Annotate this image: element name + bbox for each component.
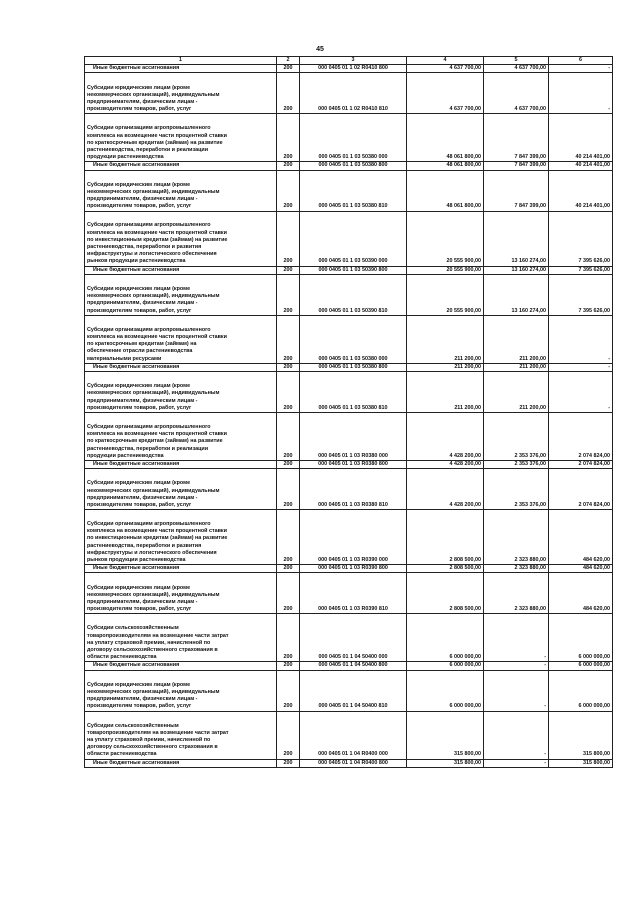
- row-col-6: 484 620,00: [549, 573, 613, 614]
- row-code: 000 0405 01 1 03 50390 800: [300, 266, 407, 274]
- row-name: Субсидии организациям агропромышленного комплекса на возмещение части процентной ставки по краткосрочным кредитам (займам) на развитие растениеводства, переработки и реализации продукции растениеводства: [85, 413, 277, 461]
- row-col-6: -: [549, 372, 613, 413]
- row-col-6: 6 000 000,00: [549, 614, 613, 662]
- row-code: 000 0405 01 1 03 50380 000: [300, 315, 407, 363]
- row-code: 000 0405 01 1 03 R0380 810: [300, 469, 407, 510]
- row-col-4: 2 808 500,00: [407, 565, 484, 573]
- header-col-6: 6: [549, 57, 613, 65]
- row-col-4: 48 061 800,00: [407, 170, 484, 211]
- row-name: Субсидии сельскохозяйственным товаропроизводителям на возмещение части затрат на уплату страховой премии, начисленной по договору сельскохозяйственного страхования в области растениеводства: [85, 711, 277, 759]
- row-col-4: 20 555 900,00: [407, 266, 484, 274]
- header-col-2: 2: [277, 57, 300, 65]
- row-col-2: 200: [277, 372, 300, 413]
- header-col-5: 5: [484, 57, 549, 65]
- row-code: 000 0405 01 1 04 50400 810: [300, 670, 407, 711]
- row-col-6: 7 395 626,00: [549, 211, 613, 266]
- row-col-5: 4 637 700,00: [484, 73, 549, 114]
- row-name: Субсидии сельскохозяйственным товаропроизводителям на возмещение части затрат на уплату страховой премии, начисленной по договору сельскохозяйственного страхования в области растениеводства: [85, 614, 277, 662]
- row-code: 000 0405 01 1 02 R0410 810: [300, 73, 407, 114]
- table-row: [85, 266, 613, 274]
- table-row: [85, 413, 613, 461]
- budget-table: [84, 56, 613, 768]
- row-col-2: 200: [277, 315, 300, 363]
- row-name: Субсидии юридическим лицам (кроме некоммерческих организаций), индивидуальным предпринимателям, физическим лицам - производителям товаров, работ, услуг: [85, 469, 277, 510]
- header-row: [85, 57, 613, 65]
- row-col-2: 200: [277, 510, 300, 565]
- row-col-5: 211 200,00: [484, 315, 549, 363]
- row-name: Иные бюджетные ассигнования: [85, 162, 277, 170]
- row-col-6: 40 214 401,00: [549, 170, 613, 211]
- table-row: [85, 614, 613, 662]
- row-col-2: 200: [277, 65, 300, 73]
- row-col-2: 200: [277, 274, 300, 315]
- row-name: Иные бюджетные ассигнования: [85, 363, 277, 371]
- row-col-2: 200: [277, 461, 300, 469]
- table-row: [85, 510, 613, 565]
- row-code: 000 0405 01 1 03 50380 800: [300, 162, 407, 170]
- row-col-4: 211 200,00: [407, 315, 484, 363]
- table-row: [85, 759, 613, 767]
- row-col-6: 315 800,00: [549, 711, 613, 759]
- row-name: Иные бюджетные ассигнования: [85, 461, 277, 469]
- table-row: [85, 372, 613, 413]
- row-code: 000 0405 01 1 03 50380 810: [300, 170, 407, 211]
- row-col-5: 2 323 880,00: [484, 565, 549, 573]
- row-col-2: 200: [277, 670, 300, 711]
- row-col-4: 2 808 500,00: [407, 573, 484, 614]
- row-col-5: -: [484, 670, 549, 711]
- table-row: [85, 73, 613, 114]
- row-col-4: 48 061 800,00: [407, 114, 484, 162]
- table-row: [85, 315, 613, 363]
- table-row: [85, 211, 613, 266]
- row-code: 000 0405 01 1 03 R0390 000: [300, 510, 407, 565]
- row-code: 000 0405 01 1 02 R0410 800: [300, 65, 407, 73]
- table-row: [85, 461, 613, 469]
- row-col-2: 200: [277, 469, 300, 510]
- row-col-5: -: [484, 759, 549, 767]
- row-col-6: 2 074 824,00: [549, 413, 613, 461]
- row-col-6: -: [549, 363, 613, 371]
- row-col-2: 200: [277, 573, 300, 614]
- table-row: [85, 469, 613, 510]
- row-col-6: 2 074 824,00: [549, 461, 613, 469]
- row-col-4: 211 200,00: [407, 372, 484, 413]
- page-number: 45: [316, 46, 324, 53]
- row-name: Иные бюджетные ассигнования: [85, 266, 277, 274]
- table-row: [85, 65, 613, 73]
- row-code: 000 0405 01 1 03 50390 000: [300, 211, 407, 266]
- row-name: Субсидии юридическим лицам (кроме некоммерческих организаций), индивидуальным предпринимателям, физическим лицам - производителям товаров, работ, услуг: [85, 73, 277, 114]
- row-col-4: 6 000 000,00: [407, 662, 484, 670]
- row-col-2: 200: [277, 565, 300, 573]
- row-name: Субсидии юридическим лицам (кроме некоммерческих организаций), индивидуальным предпринимателям, физическим лицам - производителям товаров, работ, услуг: [85, 372, 277, 413]
- row-name: Иные бюджетные ассигнования: [85, 65, 277, 73]
- row-col-6: 7 395 626,00: [549, 274, 613, 315]
- header-col-3: 3: [300, 57, 407, 65]
- row-col-4: 4 428 200,00: [407, 461, 484, 469]
- row-col-5: 2 323 880,00: [484, 510, 549, 565]
- row-name: Субсидии юридическим лицам (кроме некоммерческих организаций), индивидуальным предпринимателям, физическим лицам - производителям товаров, работ, услуг: [85, 573, 277, 614]
- row-col-4: 4 428 200,00: [407, 469, 484, 510]
- row-col-4: 4 637 700,00: [407, 65, 484, 73]
- row-col-5: 7 847 399,00: [484, 162, 549, 170]
- header-col-1: 1: [85, 57, 277, 65]
- row-name: Иные бюджетные ассигнования: [85, 565, 277, 573]
- row-col-4: 6 000 000,00: [407, 614, 484, 662]
- header-col-4: 4: [407, 57, 484, 65]
- row-col-5: 7 847 399,00: [484, 170, 549, 211]
- row-col-6: 40 214 401,00: [549, 114, 613, 162]
- row-col-6: -: [549, 73, 613, 114]
- table-row: [85, 363, 613, 371]
- row-col-2: 200: [277, 413, 300, 461]
- row-col-5: 4 637 700,00: [484, 65, 549, 73]
- row-col-5: -: [484, 662, 549, 670]
- row-col-2: 200: [277, 662, 300, 670]
- row-name: Субсидии юридическим лицам (кроме некоммерческих организаций), индивидуальным предпринимателям, физическим лицам - производителям товаров, работ, услуг: [85, 274, 277, 315]
- row-col-4: 4 428 200,00: [407, 413, 484, 461]
- table-row: [85, 565, 613, 573]
- table-row: [85, 114, 613, 162]
- row-name: Субсидии организациям агропромышленного комплекса на возмещение части процентной ставки по краткосрочным кредитам (займам) на обеспечение отрасли растениеводства материальными ресурсами: [85, 315, 277, 363]
- row-col-5: 2 353 376,00: [484, 461, 549, 469]
- row-col-5: 2 353 376,00: [484, 413, 549, 461]
- row-col-5: 7 847 399,00: [484, 114, 549, 162]
- row-name: Субсидии организациям агропромышленного комплекса на возмещение части процентной ставки по инвестиционным кредитам (займам) на развитие растениеводства, переработки и развития инфраструктуры и логистического обеспечения рынков продукции растениеводства: [85, 510, 277, 565]
- row-col-2: 200: [277, 711, 300, 759]
- row-name: Иные бюджетные ассигнования: [85, 662, 277, 670]
- row-col-6: 315 800,00: [549, 759, 613, 767]
- row-col-5: 13 160 274,00: [484, 266, 549, 274]
- table-row: [85, 162, 613, 170]
- row-code: 000 0405 01 1 03 R0390 810: [300, 573, 407, 614]
- row-col-4: 48 061 800,00: [407, 162, 484, 170]
- row-col-2: 200: [277, 266, 300, 274]
- row-col-5: 211 200,00: [484, 363, 549, 371]
- table-row: [85, 670, 613, 711]
- row-col-5: 211 200,00: [484, 372, 549, 413]
- row-col-5: 2 323 880,00: [484, 573, 549, 614]
- row-code: 000 0405 01 1 03 50380 800: [300, 363, 407, 371]
- row-col-2: 200: [277, 759, 300, 767]
- row-col-2: 200: [277, 614, 300, 662]
- row-code: 000 0405 01 1 03 50390 810: [300, 274, 407, 315]
- row-name: Субсидии юридическим лицам (кроме некоммерческих организаций), индивидуальным предпринимателям, физическим лицам - производителям товаров, работ, услуг: [85, 170, 277, 211]
- row-col-4: 20 555 900,00: [407, 274, 484, 315]
- row-col-4: 6 000 000,00: [407, 670, 484, 711]
- row-code: 000 0405 01 1 03 50380 000: [300, 114, 407, 162]
- row-col-4: 20 555 900,00: [407, 211, 484, 266]
- row-col-5: 13 160 274,00: [484, 274, 549, 315]
- table-row: [85, 662, 613, 670]
- row-col-2: 200: [277, 162, 300, 170]
- row-code: 000 0405 01 1 03 R0390 800: [300, 565, 407, 573]
- row-code: 000 0405 01 1 03 R0380 800: [300, 461, 407, 469]
- row-code: 000 0405 01 1 03 50380 810: [300, 372, 407, 413]
- row-col-5: 2 353 376,00: [484, 469, 549, 510]
- row-col-6: -: [549, 315, 613, 363]
- table-body: [85, 57, 613, 768]
- table-row: [85, 711, 613, 759]
- row-col-6: 7 395 626,00: [549, 266, 613, 274]
- row-col-6: 484 620,00: [549, 565, 613, 573]
- row-name: Субсидии юридическим лицам (кроме некоммерческих организаций), индивидуальным предпринимателям, физическим лицам - производителям товаров, работ, услуг: [85, 670, 277, 711]
- row-col-2: 200: [277, 211, 300, 266]
- row-col-4: 2 808 500,00: [407, 510, 484, 565]
- table-row: [85, 573, 613, 614]
- row-col-2: 200: [277, 170, 300, 211]
- row-col-4: 315 800,00: [407, 711, 484, 759]
- row-col-2: 200: [277, 363, 300, 371]
- row-col-5: -: [484, 614, 549, 662]
- row-col-6: 40 214 401,00: [549, 162, 613, 170]
- row-name: Субсидии организациям агропромышленного комплекса на возмещение части процентной ставки по инвестиционным кредитам (займам) на развитие растениеводства, переработки и развития инфраструктуры и логистического обеспечения рынков продукции растениеводства: [85, 211, 277, 266]
- row-col-5: 13 160 274,00: [484, 211, 549, 266]
- row-code: 000 0405 01 1 04 50400 000: [300, 614, 407, 662]
- row-code: 000 0405 01 1 04 R0400 800: [300, 759, 407, 767]
- row-name: Субсидии организациям агропромышленного комплекса на возмещение части процентной ставки по краткосрочным кредитам (займам) на развитие растениеводства, переработки и реализации продукции растениеводства: [85, 114, 277, 162]
- row-col-4: 4 637 700,00: [407, 73, 484, 114]
- row-name: Иные бюджетные ассигнования: [85, 759, 277, 767]
- row-col-6: 6 000 000,00: [549, 662, 613, 670]
- row-code: 000 0405 01 1 04 50400 800: [300, 662, 407, 670]
- row-code: 000 0405 01 1 04 R0400 000: [300, 711, 407, 759]
- row-col-6: 6 000 000,00: [549, 670, 613, 711]
- row-col-2: 200: [277, 73, 300, 114]
- row-col-5: -: [484, 711, 549, 759]
- row-col-6: 484 620,00: [549, 510, 613, 565]
- row-col-2: 200: [277, 114, 300, 162]
- row-col-6: 2 074 824,00: [549, 469, 613, 510]
- row-col-4: 315 800,00: [407, 759, 484, 767]
- row-col-6: -: [549, 65, 613, 73]
- row-col-4: 211 200,00: [407, 363, 484, 371]
- table-row: [85, 274, 613, 315]
- table-row: [85, 170, 613, 211]
- row-code: 000 0405 01 1 03 R0380 000: [300, 413, 407, 461]
